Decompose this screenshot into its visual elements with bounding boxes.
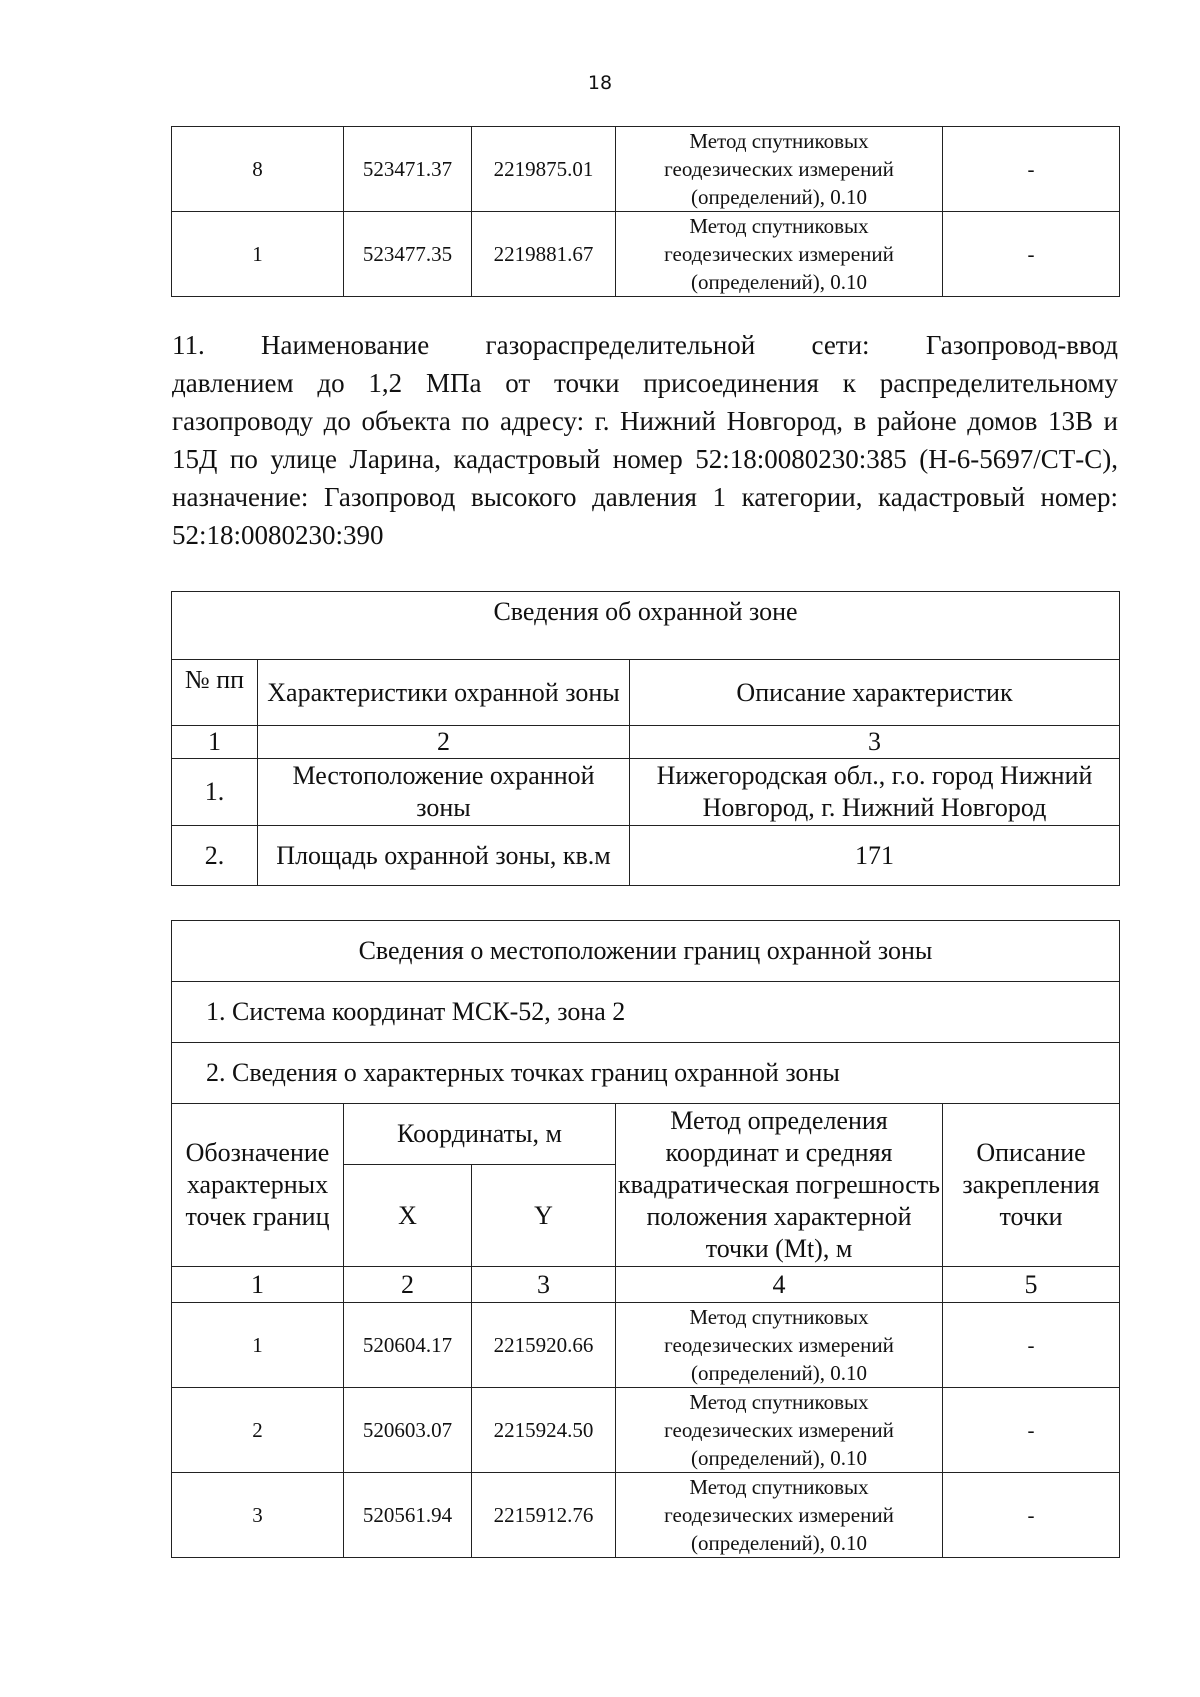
header-x: X — [344, 1165, 472, 1267]
y-cell: 2215920.66 — [472, 1303, 616, 1388]
row-number: 1. — [172, 759, 258, 826]
x-cell: 520603.07 — [344, 1388, 472, 1473]
point-cell: 2 — [172, 1388, 344, 1473]
row-value: 171 — [630, 826, 1120, 886]
page-number: 18 — [587, 72, 613, 94]
column-number: 2 — [344, 1267, 472, 1303]
x-cell: 523471.37 — [344, 127, 472, 212]
point-cell: 1 — [172, 212, 344, 297]
paragraph-line: назначение: Газопровод высокого давления 1 категории, кадастровый номер: — [172, 482, 1118, 512]
method-cell: Метод спутниковых геодезических измерений (определений), 0.10 — [616, 1473, 943, 1558]
table-row — [172, 1303, 1120, 1388]
desc-cell: - — [943, 127, 1120, 212]
column-number: 1 — [172, 1267, 344, 1303]
table-header-row — [172, 1104, 1120, 1165]
method-cell: Метод спутниковых геодезических измерений (определений), 0.10 — [616, 1388, 943, 1473]
paragraph-line: 15Д по улице Ларина, кадастровый номер 52:18:0080230:385 (Н-6-5697/СТ-С), — [172, 444, 1118, 474]
header-designation: Обозначение характерных точек границ — [172, 1104, 344, 1267]
points-title: 2. Сведения о характерных точках границ охранной зоны — [172, 1043, 1120, 1104]
table-row — [172, 127, 1120, 212]
column-number: 2 — [258, 726, 630, 759]
column-number: 3 — [630, 726, 1120, 759]
header-y: Y — [472, 1165, 616, 1267]
point-cell: 8 — [172, 127, 344, 212]
table-header-row — [172, 660, 1120, 726]
top-coordinates-table — [171, 126, 1120, 297]
desc-cell: - — [943, 1473, 1120, 1558]
header-characteristics: Характеристики охранной зоны — [258, 660, 630, 726]
header-number: № пп — [172, 660, 258, 726]
column-number-row — [172, 1267, 1120, 1303]
y-cell: 2215924.50 — [472, 1388, 616, 1473]
desc-cell: - — [943, 1303, 1120, 1388]
paragraph-line: 11. Наименование газораспределительной сети: Газопровод-ввод — [172, 330, 1118, 360]
coordinate-system-row — [172, 982, 1120, 1043]
row-value: Нижегородская обл., г.о. город Нижний Новгород, г. Нижний Новгород — [630, 759, 1120, 826]
table-row — [172, 212, 1120, 297]
y-cell: 2219875.01 — [472, 127, 616, 212]
table-row — [172, 826, 1120, 886]
x-cell: 520561.94 — [344, 1473, 472, 1558]
method-cell: Метод спутниковых геодезических измерений (определений), 0.10 — [616, 127, 943, 212]
method-cell: Метод спутниковых геодезических измерений (определений), 0.10 — [616, 1303, 943, 1388]
point-cell: 1 — [172, 1303, 344, 1388]
zone-table-title: Сведения об охранной зоне — [172, 592, 1120, 660]
column-number: 4 — [616, 1267, 943, 1303]
method-cell: Метод спутниковых геодезических измерений (определений), 0.10 — [616, 212, 943, 297]
table-row — [172, 759, 1120, 826]
protection-zone-table — [171, 591, 1120, 886]
coordinate-system: 1. Система координат МСК-52, зона 2 — [172, 982, 1120, 1043]
table-row — [172, 1388, 1120, 1473]
table-title-row — [172, 592, 1120, 660]
paragraph-line: 52:18:0080230:390 — [172, 520, 384, 550]
column-number: 5 — [943, 1267, 1120, 1303]
paragraph-line: давлением до 1,2 МПа от точки присоединения к распределительному — [172, 368, 1118, 398]
column-number-row — [172, 726, 1120, 759]
row-name: Местоположение охранной зоны — [258, 759, 630, 826]
desc-cell: - — [943, 1388, 1120, 1473]
desc-cell: - — [943, 212, 1120, 297]
bounds-table-title: Сведения о местоположении границ охранной зоны — [172, 921, 1120, 982]
row-name: Площадь охранной зоны, кв.м — [258, 826, 630, 886]
x-cell: 520604.17 — [344, 1303, 472, 1388]
network-description-paragraph — [172, 326, 1118, 554]
header-method: Метод определения координат и средняя квадратическая погрешность положения характерной точки (Mt), м — [616, 1104, 943, 1267]
zone-boundaries-table — [171, 920, 1120, 1558]
y-cell: 2219881.67 — [472, 212, 616, 297]
y-cell: 2215912.76 — [472, 1473, 616, 1558]
column-number: 1 — [172, 726, 258, 759]
header-description: Описание закрепления точки — [943, 1104, 1120, 1267]
header-description: Описание характеристик — [630, 660, 1120, 726]
points-title-row — [172, 1043, 1120, 1104]
point-cell: 3 — [172, 1473, 344, 1558]
x-cell: 523477.35 — [344, 212, 472, 297]
row-number: 2. — [172, 826, 258, 886]
table-row — [172, 1473, 1120, 1558]
table-title-row — [172, 921, 1120, 982]
header-coordinates: Координаты, м — [344, 1104, 616, 1165]
paragraph-line: газопроводу до объекта по адресу: г. Нижний Новгород, в районе домов 13В и — [172, 406, 1118, 436]
column-number: 3 — [472, 1267, 616, 1303]
